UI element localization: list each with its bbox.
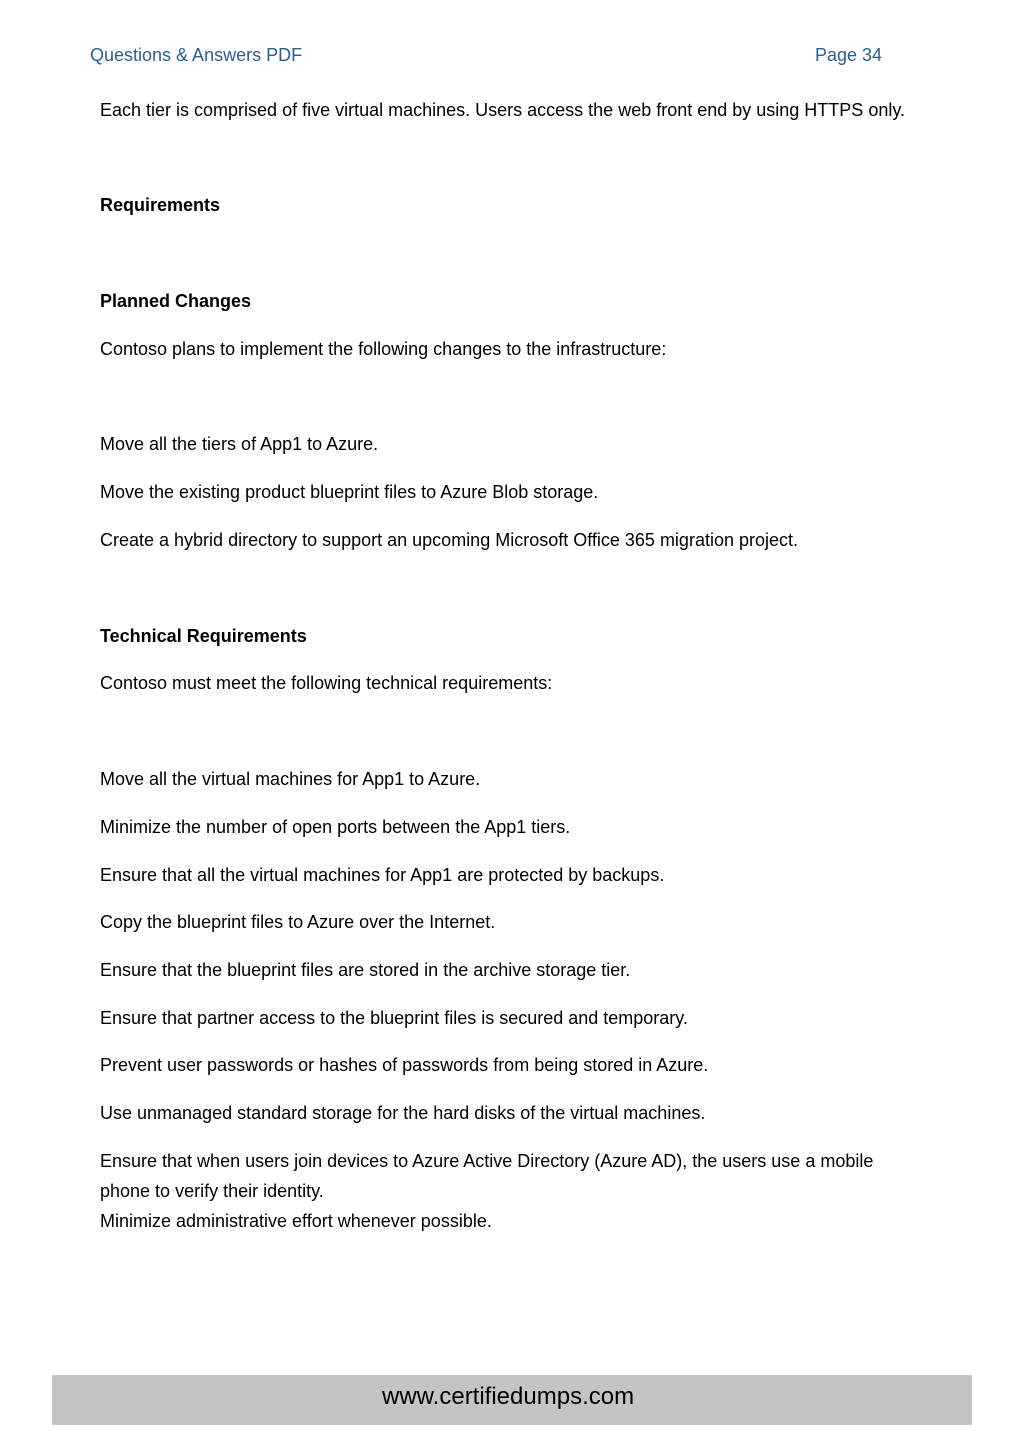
list-item: Move the existing product blueprint files to Azure Blob storage.: [100, 482, 599, 502]
requirements-heading: Requirements: [100, 195, 221, 215]
planned-changes-intro: Contoso plans to implement the following changes to the infrastructure:: [100, 339, 667, 359]
list-item: Move all the tiers of App1 to Azure.: [100, 434, 379, 454]
page-number: Page 34: [815, 45, 883, 65]
technical-requirements-intro: Contoso must meet the following technical requirements:: [100, 673, 553, 693]
list-item: Minimize administrative effort whenever possible.: [100, 1211, 492, 1231]
list-item: Create a hybrid directory to support an upcoming Microsoft Office 365 migration project.: [100, 530, 799, 550]
planned-changes-heading: Planned Changes: [100, 291, 252, 311]
list-item: Copy the blueprint files to Azure over the Internet.: [100, 912, 496, 932]
list-item: Use unmanaged standard storage for the hard disks of the virtual machines.: [100, 1103, 706, 1123]
list-item-continuation: phone to verify their identity.: [100, 1181, 324, 1201]
intro-paragraph: Each tier is comprised of five virtual machines. Users access the web front end by using HTTPS only.: [100, 100, 905, 120]
list-item: Minimize the number of open ports between the App1 tiers.: [100, 817, 571, 837]
technical-requirements-heading: Technical Requirements: [100, 626, 307, 646]
list-item: Prevent user passwords or hashes of passwords from being stored in Azure.: [100, 1055, 709, 1075]
footer-website: www.certifiedumps.com: [382, 1383, 635, 1410]
document-title: Questions & Answers PDF: [90, 45, 303, 65]
list-item: Ensure that when users join devices to Azure Active Directory (Azure AD), the users use a mobile: [100, 1151, 874, 1171]
list-item: Ensure that all the virtual machines for App1 are protected by backups.: [100, 865, 665, 885]
list-item: Ensure that the blueprint files are stored in the archive storage tier.: [100, 960, 631, 980]
list-item: Ensure that partner access to the blueprint files is secured and temporary.: [100, 1008, 688, 1028]
list-item: Move all the virtual machines for App1 to Azure.: [100, 769, 481, 789]
